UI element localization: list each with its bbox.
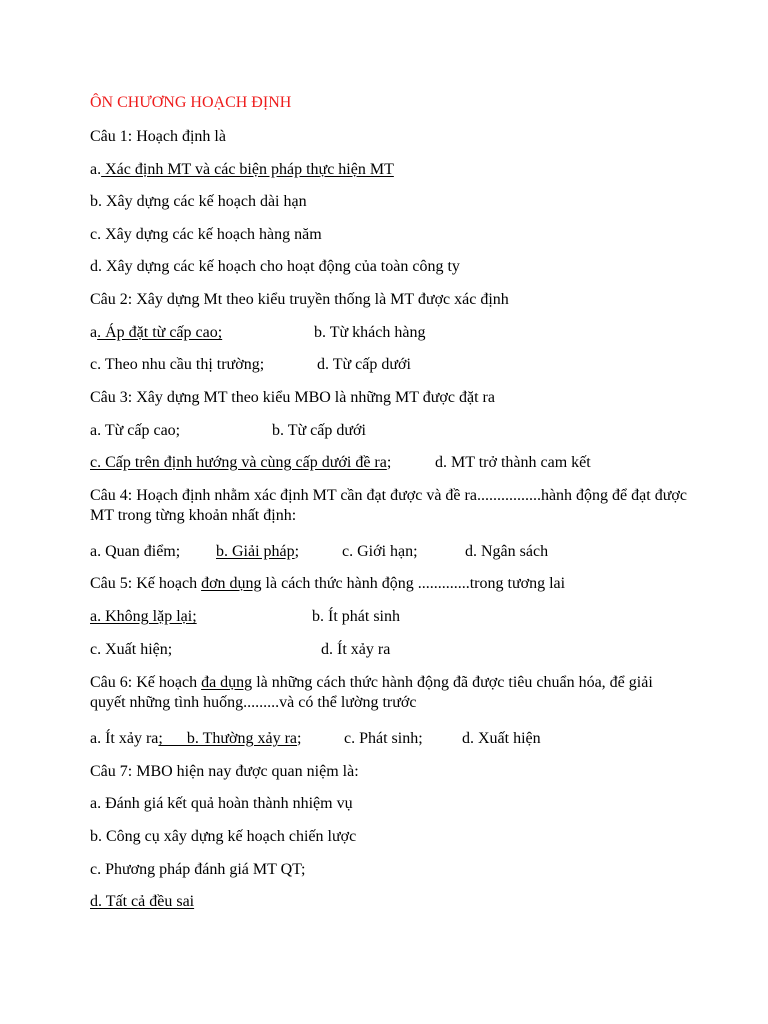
q4-question: Câu 4: Hoạch định nhằm xác định MT cần đạt được và đề ra................hành động để đạt được MT trong từng khoản nhất định: bbox=[90, 487, 687, 524]
q4-option-d: d. Ngân sách bbox=[465, 543, 549, 560]
q6-question bbox=[90, 673, 690, 713]
q5-options-cd bbox=[90, 640, 690, 660]
q2-options-ab bbox=[90, 323, 690, 343]
q5-question-term: đơn dụng bbox=[201, 575, 262, 592]
q3-option-a: a. Từ cấp cao; bbox=[90, 422, 181, 439]
q2-a-prefix: a bbox=[90, 324, 98, 341]
q6-question-term: đa dụng bbox=[201, 674, 253, 691]
q7-option-c: c. Phương pháp đánh giá MT QT; bbox=[90, 861, 306, 878]
q1-option-c: c. Xây dựng các kế hoạch hàng năm bbox=[90, 226, 322, 243]
q5-options-ab bbox=[90, 607, 690, 627]
q4-option-b bbox=[216, 542, 299, 562]
q5-question-post: là cách thức hành động .............trong tương lai bbox=[261, 575, 566, 592]
q7-option-a: a. Đánh giá kết quả hoàn thành nhiệm vụ bbox=[90, 795, 353, 812]
q7-option-d: d. Tất cả đều sai bbox=[90, 893, 195, 910]
q4-option-c: c. Giới hạn; bbox=[342, 543, 418, 560]
q2-option-a bbox=[90, 323, 222, 343]
q3-option-c bbox=[90, 453, 391, 473]
q6-option-c: c. Phát sinh; bbox=[344, 730, 423, 747]
q4-b-suffix: ; bbox=[294, 543, 300, 560]
q6-option-ab bbox=[90, 729, 301, 749]
q1-a-answer: Xác định MT và các biện pháp thực hiện MT bbox=[101, 161, 394, 178]
q2-options-cd bbox=[90, 355, 690, 375]
q3-options-cd bbox=[90, 453, 690, 473]
q5-option-a: a. Không lặp lại; bbox=[90, 608, 197, 625]
q6-b-suffix: ; bbox=[297, 730, 302, 747]
q4-options bbox=[90, 542, 690, 562]
q3-option-d: d. MT trở thành cam kết bbox=[435, 454, 591, 471]
document-title: ÔN CHƯƠNG HOẠCH ĐỊNH bbox=[90, 94, 292, 111]
q5-option-d: d. Ít xảy ra bbox=[321, 641, 391, 658]
q1-a-prefix: a. bbox=[90, 161, 102, 178]
q3-options-ab bbox=[90, 421, 690, 441]
q2-option-d: d. Từ cấp dưới bbox=[317, 356, 411, 373]
q2-option-b: b. Từ khách hàng bbox=[314, 324, 426, 341]
q6-options bbox=[90, 729, 690, 749]
q6-option-d: d. Xuất hiện bbox=[462, 730, 541, 747]
q6-question-post: là những cách thức hành động đã được tiêu chuẩn hóa, để giải quyết những tình huống.........và có thể lường trước bbox=[90, 674, 653, 711]
q5-question-pre: Câu 5: Kế hoạch bbox=[90, 575, 202, 592]
q7-question: Câu 7: MBO hiện nay được quan niệm là: bbox=[90, 763, 359, 780]
q1-option-a bbox=[90, 160, 394, 180]
q5-question bbox=[90, 574, 565, 594]
q3-option-b: b. Từ cấp dưới bbox=[272, 422, 366, 439]
q1-option-b: b. Xây dựng các kế hoạch dài hạn bbox=[90, 193, 307, 210]
q4-b-answer: b. Giải pháp bbox=[216, 543, 295, 560]
q6-a-prefix: a. Ít xảy ra bbox=[90, 730, 159, 747]
q2-a-answer: . Áp đặt từ cấp cao; bbox=[97, 324, 223, 341]
q2-option-c: c. Theo nhu cầu thị trường; bbox=[90, 356, 265, 373]
q4-option-a: a. Quan điểm; bbox=[90, 543, 181, 560]
q6-b-answer: ; b. Thường xảy ra bbox=[158, 730, 297, 747]
q1-option-d: d. Xây dựng các kế hoạch cho hoạt động của toàn công ty bbox=[90, 258, 460, 275]
q3-c-suffix: ; bbox=[386, 454, 392, 471]
q6-question-pre: Câu 6: Kế hoạch bbox=[90, 674, 202, 691]
q3-question: Câu 3: Xây dựng MT theo kiểu MBO là những MT được đặt ra bbox=[90, 389, 495, 406]
q1-question: Câu 1: Hoạch định là bbox=[90, 128, 226, 145]
q2-question: Câu 2: Xây dựng Mt theo kiểu truyền thống là MT được xác định bbox=[90, 291, 509, 308]
q5-option-c: c. Xuất hiện; bbox=[90, 641, 173, 658]
q3-c-answer: c. Cấp trên định hướng và cùng cấp dưới đề ra bbox=[90, 454, 387, 471]
q7-option-b: b. Công cụ xây dựng kế hoạch chiến lược bbox=[90, 828, 357, 845]
q5-option-b: b. Ít phát sinh bbox=[312, 608, 400, 625]
